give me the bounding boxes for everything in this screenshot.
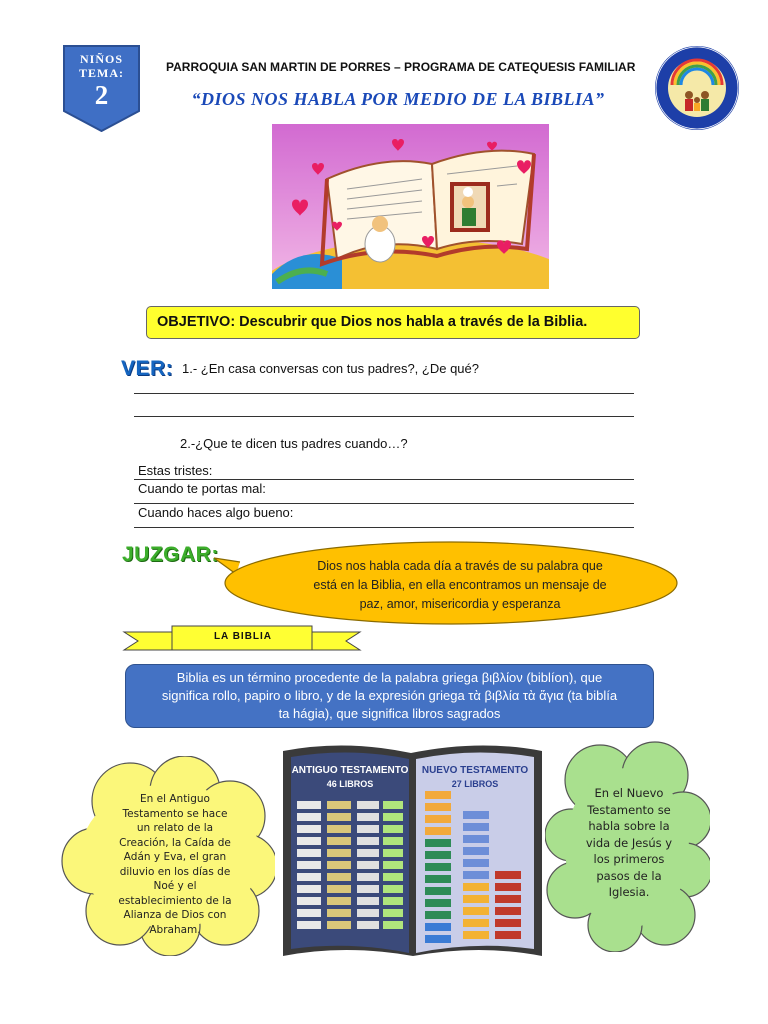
ver-heading: VER: <box>121 357 174 380</box>
new-testament-count: 27 LIBROS <box>451 779 499 789</box>
answer-row-label: Cuando haces algo bueno: <box>138 505 294 520</box>
new-testament-text: En el Nuevo Testamento se habla sobre la vida de Jesús y los primeros pasos de la Iglesia. <box>585 786 673 899</box>
page-title: “DIOS NOS HABLA POR MEDIO DE LA BIBLIA” <box>191 89 605 109</box>
testaments-book <box>275 741 550 970</box>
juzgar-message: Dios nos habla cada día a través de su palabra que está en la Biblia, en ella encontramos un mensaje de paz, amor, misericordia y esperanza <box>313 559 607 611</box>
old-testament-count: 46 LIBROS <box>326 779 374 789</box>
objective-box: OBJETIVO: Descubrir que Dios nos habla a través de la Biblia. <box>146 306 640 339</box>
badge-label: NIÑOS TEMA: <box>79 52 124 80</box>
answer-row-label: Cuando te portas mal: <box>138 481 266 496</box>
new-testament-title: NUEVO TESTAMENTO <box>421 765 529 776</box>
biblia-heading: LA BIBLIA <box>213 631 273 642</box>
parish-heading: PARROQUIA SAN MARTIN DE PORRES – PROGRAMA DE CATEQUESIS FAMILIAR <box>166 60 636 74</box>
question-2: 2.-¿Que te dicen tus padres cuando…? <box>180 436 408 451</box>
definition-box: Biblia es un término procedente de la palabra griega βιβλίον (biblíon), que significa rollo, papiro o libro, y de la expresión griega τὰ βιβλία τὰ ἅγια (ta biblía ta hágia), que significa libros sagrados <box>125 664 654 728</box>
answer-line[interactable] <box>134 479 634 480</box>
catechesis-logo <box>654 45 740 131</box>
answer-line[interactable] <box>134 416 634 417</box>
juzgar-heading: JUZGAR: <box>122 543 219 566</box>
answer-line[interactable] <box>134 503 634 504</box>
answer-row-label: Estas tristes: <box>138 463 213 478</box>
bible-illustration <box>272 124 549 289</box>
question-1: 1.- ¿En casa conversas con tus padres?, ¿De qué? <box>182 361 479 376</box>
old-testament-title: ANTIGUO TESTAMENTO <box>291 765 409 776</box>
answer-line[interactable] <box>134 527 634 528</box>
answer-line[interactable] <box>134 393 634 394</box>
old-testament-text: En el Antiguo Testamento se hace un relato de la Creación, la Caída de Adán y Eva, el gran diluvio en los días de Noé y el establecimiento de la Alianza de Dios con Abraham. <box>118 793 232 936</box>
badge-number: 2 <box>94 80 109 110</box>
